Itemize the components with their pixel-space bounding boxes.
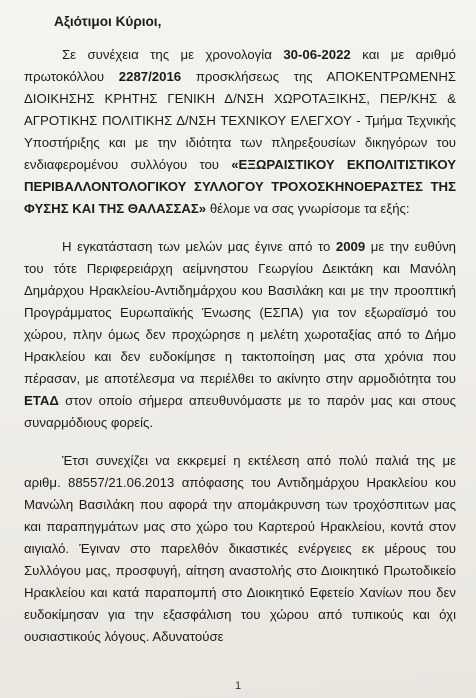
body-paragraph bbox=[24, 450, 456, 648]
text-run: και με αριθμό πρωτοκόλλου bbox=[24, 47, 457, 84]
bold-text-run: ΕΤΑΔ bbox=[24, 393, 59, 408]
page-number: 1 bbox=[234, 680, 242, 692]
bold-text-run: 2287/2016 bbox=[118, 69, 182, 84]
text-run: Έτσι συνεχίζει να εκκρεμεί η εκτέλεση από πολύ παλιά της με αριθμ. 88557/21.06.2013 απόφασης του Αντιδημάρχου Ηρακλείου κου Μανώλη Βασιλάκη που αφορά την απομάκρυνση των τροχόσπιτων μας και παραπηγμάτων μας στο χώρο του Καρτερού Ηρακλείου, κοντά στον αιγιαλό. Έγιναν στο παρελθόν δικαστικές ενέργειες εκ μέρους του Συλλόγου μας, προσφυγή, αίτηση αναστολής στο Διοικητικό Πρωτοδικείο Ηρακλείου και κατά παραπομπή στο Διοικητικό Εφετείο Χανίων που δεν ευδοκίμησαν για την εξασφάλιση του χώρου από τυπικούς και όχι ουσιαστικούς λόγους. Αδυνατούσε bbox=[24, 453, 456, 644]
bold-text-run: 2009 bbox=[335, 239, 366, 254]
text-run: στον οποίο σήμερα απευθυνόμαστε με το παρόν μας και στους συναρμόδιους φορείς. bbox=[24, 393, 456, 430]
text-run: Η εγκατάσταση των μελών μας έγινε από το bbox=[62, 239, 336, 254]
text-run: προσκλήσεως της ΑΠΟΚΕΝΤΡΩΜΕΝΗΣ ΔΙΟΙΚΗΣΗΣ ΚΡΗΤΗΣ ΓΕΝΙΚΗ Δ/ΝΣΗ ΧΩΡΟΤΑΞΙΚΗΣ, ΠΕΡ/ΚΗΣ & ΑΓΡΟΤΙΚΗΣ ΠΟΛΙΤΙΚΗΣ Δ/ΝΣΗ ΤΕΧΝΙΚΟΥ ΕΛΕΓΧΟΥ - Τμήμα Τεχνικής Υποστήριξης και με την ιδιότητα των πληρεξουσίων δικηγόρων του ενδιαφερομένου συλλόγου του bbox=[24, 69, 456, 172]
text-run: θέλομε να σας γνωρίσομε τα εξής: bbox=[206, 201, 410, 216]
text-run: Σε συνέχεια της με χρονολογία bbox=[62, 47, 284, 62]
bold-text-run: «ΕΞΩΡΑΙΣΤΙΚΟΥ ΕΚΠΟΛΙΤΙΣΤΙΚΟΥ ΠΕΡΙΒΑΛΛΟΝΤΟΛΟΓΙΚΟΥ ΣΥΛΛΟΓΟΥ ΤΡΟΧΟΣΚΗΝΟΕΡΑΣΤΕΣ ΤΗΣ ΦΥΣΗΣ ΚΑΙ ΤΗΣ ΘΑΛΑΣΣΑΣ» bbox=[24, 157, 457, 216]
body-paragraph bbox=[24, 44, 456, 220]
document-body bbox=[24, 44, 456, 648]
salutation: Αξιότιμοι Κύριοι, bbox=[54, 14, 162, 29]
body-paragraph bbox=[24, 236, 456, 434]
bold-text-run: 30-06-2022 bbox=[283, 47, 351, 62]
text-run: με την ευθύνη του τότε Περιφερειάρχη αείμνηστου Γεωργίου Δεικτάκη και Μανόλη Δημάρχου Ηρακλείου-Αντιδημάρχου κου Βασιλάκη και με την προοπτική Προγράμματος Ευρωπαϊκής Ένωσης (ΕΣΠΑ) για τον εξωραϊσμό του χώρου, πλην όμως δεν προχώρησε η μελέτη χωροταξίας από το Δήμο Ηρακλείου και δεν ευδοκίμησε η τακτοποίηση μας στα χρόνια που πέρασαν, με αποτέλεσμα να περιέλθει το ακίνητο στην αρμοδιότητα του bbox=[24, 239, 457, 386]
